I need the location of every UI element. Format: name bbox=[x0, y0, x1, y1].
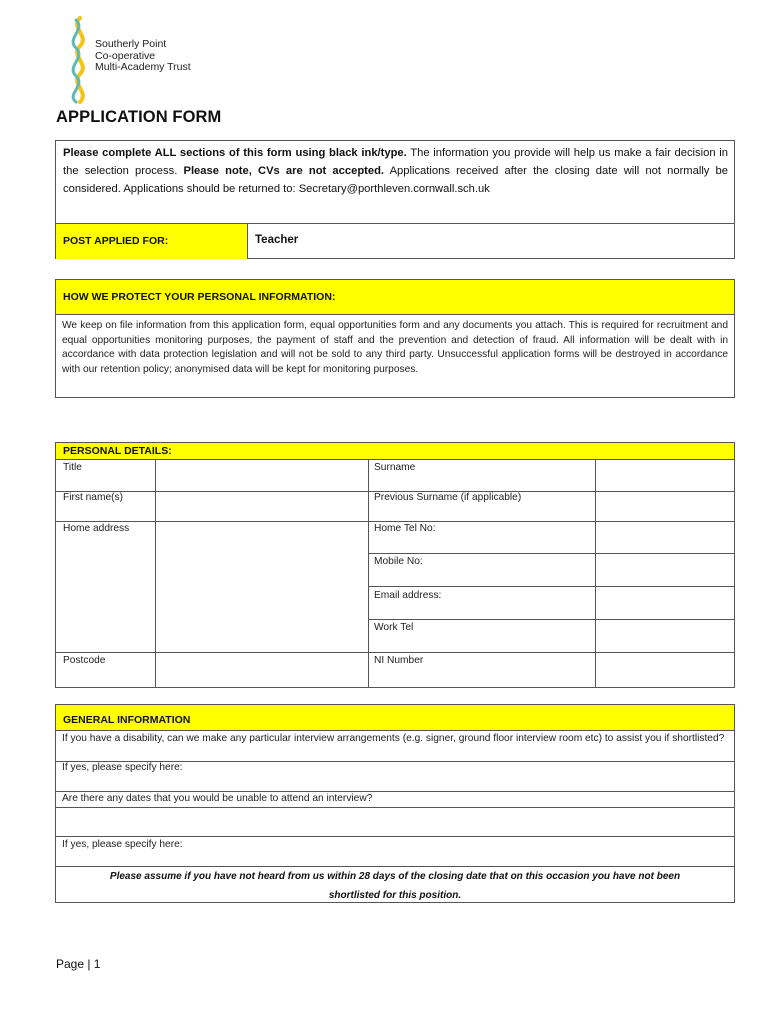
shortlist-note: Please assume if you have not heard from us within 28 days of the closing date that on this occasion you have not been shortlisted for this position. bbox=[109, 871, 681, 901]
email-label: Email address: bbox=[374, 590, 442, 601]
general-heading-cell bbox=[56, 705, 734, 730]
personal-details-section bbox=[55, 442, 735, 688]
home-tel-input[interactable] bbox=[596, 522, 735, 553]
specify-label-1: If yes, please specify here: bbox=[62, 762, 183, 773]
email-input[interactable] bbox=[596, 587, 735, 619]
privacy-section bbox=[55, 279, 735, 398]
work-tel-input[interactable] bbox=[596, 620, 735, 652]
home-tel-label: Home Tel No: bbox=[374, 523, 436, 534]
privacy-heading-cell bbox=[56, 280, 734, 314]
general-heading: GENERAL INFORMATION bbox=[63, 714, 191, 726]
home-address-input[interactable] bbox=[156, 522, 368, 652]
intro-text: Please complete ALL sections of this form using black ink/type. The information you provide will help us make a fair decision in the selection process. Please note, CVs are not accepted. Applications received after the closing date will not normally be considered. Applications should be returned to: Secretary@porthleven.cornwall.sch.uk bbox=[63, 147, 729, 195]
first-names-input[interactable] bbox=[156, 492, 368, 521]
surname-label: Surname bbox=[374, 462, 416, 473]
title-input[interactable] bbox=[156, 460, 368, 491]
mobile-label: Mobile No: bbox=[374, 556, 423, 567]
personal-heading: PERSONAL DETAILS: bbox=[63, 445, 172, 457]
intro-section bbox=[55, 140, 735, 259]
page-title: APPLICATION FORM bbox=[56, 108, 222, 126]
disability-question: If you have a disability, can we make any particular interview arrangements (e.g. signer, ground floor interview room etc) to assist you if shortlisted? bbox=[62, 733, 725, 744]
interview-dates-input[interactable] bbox=[56, 808, 734, 836]
interview-dates-question: Are there any dates that you would be unable to attend an interview? bbox=[62, 793, 373, 804]
postcode-label: Postcode bbox=[63, 655, 106, 666]
personal-heading-cell bbox=[56, 443, 734, 459]
post-applied-label-cell bbox=[56, 224, 247, 259]
specify-label-2: If yes, please specify here: bbox=[62, 839, 183, 850]
home-address-label: Home address bbox=[63, 523, 130, 534]
work-tel-label: Work Tel bbox=[374, 622, 414, 633]
privacy-heading: HOW WE PROTECT YOUR PERSONAL INFORMATION: bbox=[63, 291, 336, 303]
previous-surname-input[interactable] bbox=[596, 492, 735, 521]
ni-number-input[interactable] bbox=[596, 653, 735, 688]
post-applied-value[interactable]: Teacher bbox=[255, 234, 299, 246]
post-applied-label: POST APPLIED FOR: bbox=[63, 235, 169, 247]
postcode-input[interactable] bbox=[156, 653, 368, 688]
general-information-section bbox=[55, 704, 735, 903]
page-number: Page | 1 bbox=[56, 957, 101, 971]
ni-number-label: NI Number bbox=[374, 655, 424, 666]
unavailable-dates-input[interactable] bbox=[56, 837, 734, 866]
privacy-text: We keep on file information from this application form, equal opportunities form and any documents you attach. This is required for recruitment and equal opportunities monitoring purposes, the payment of staff and the prevention and detection of fraud. All information will be dealt with in accordance with data protection legislation and will not be sold to any third party. Unsuccessful application forms will be destroyed in accordance with our retention policy; anonymised data will be kept for monitoring purposes. bbox=[62, 320, 728, 375]
trust-name: Southerly Point Co-operative Multi-Academy Trust bbox=[95, 38, 191, 73]
first-names-label: First name(s) bbox=[63, 492, 123, 503]
disability-arrangements-input[interactable] bbox=[56, 762, 734, 791]
surname-input[interactable] bbox=[596, 460, 735, 491]
previous-surname-label: Previous Surname (if applicable) bbox=[374, 492, 522, 503]
mobile-input[interactable] bbox=[596, 554, 735, 586]
title-label: Title bbox=[63, 462, 82, 473]
